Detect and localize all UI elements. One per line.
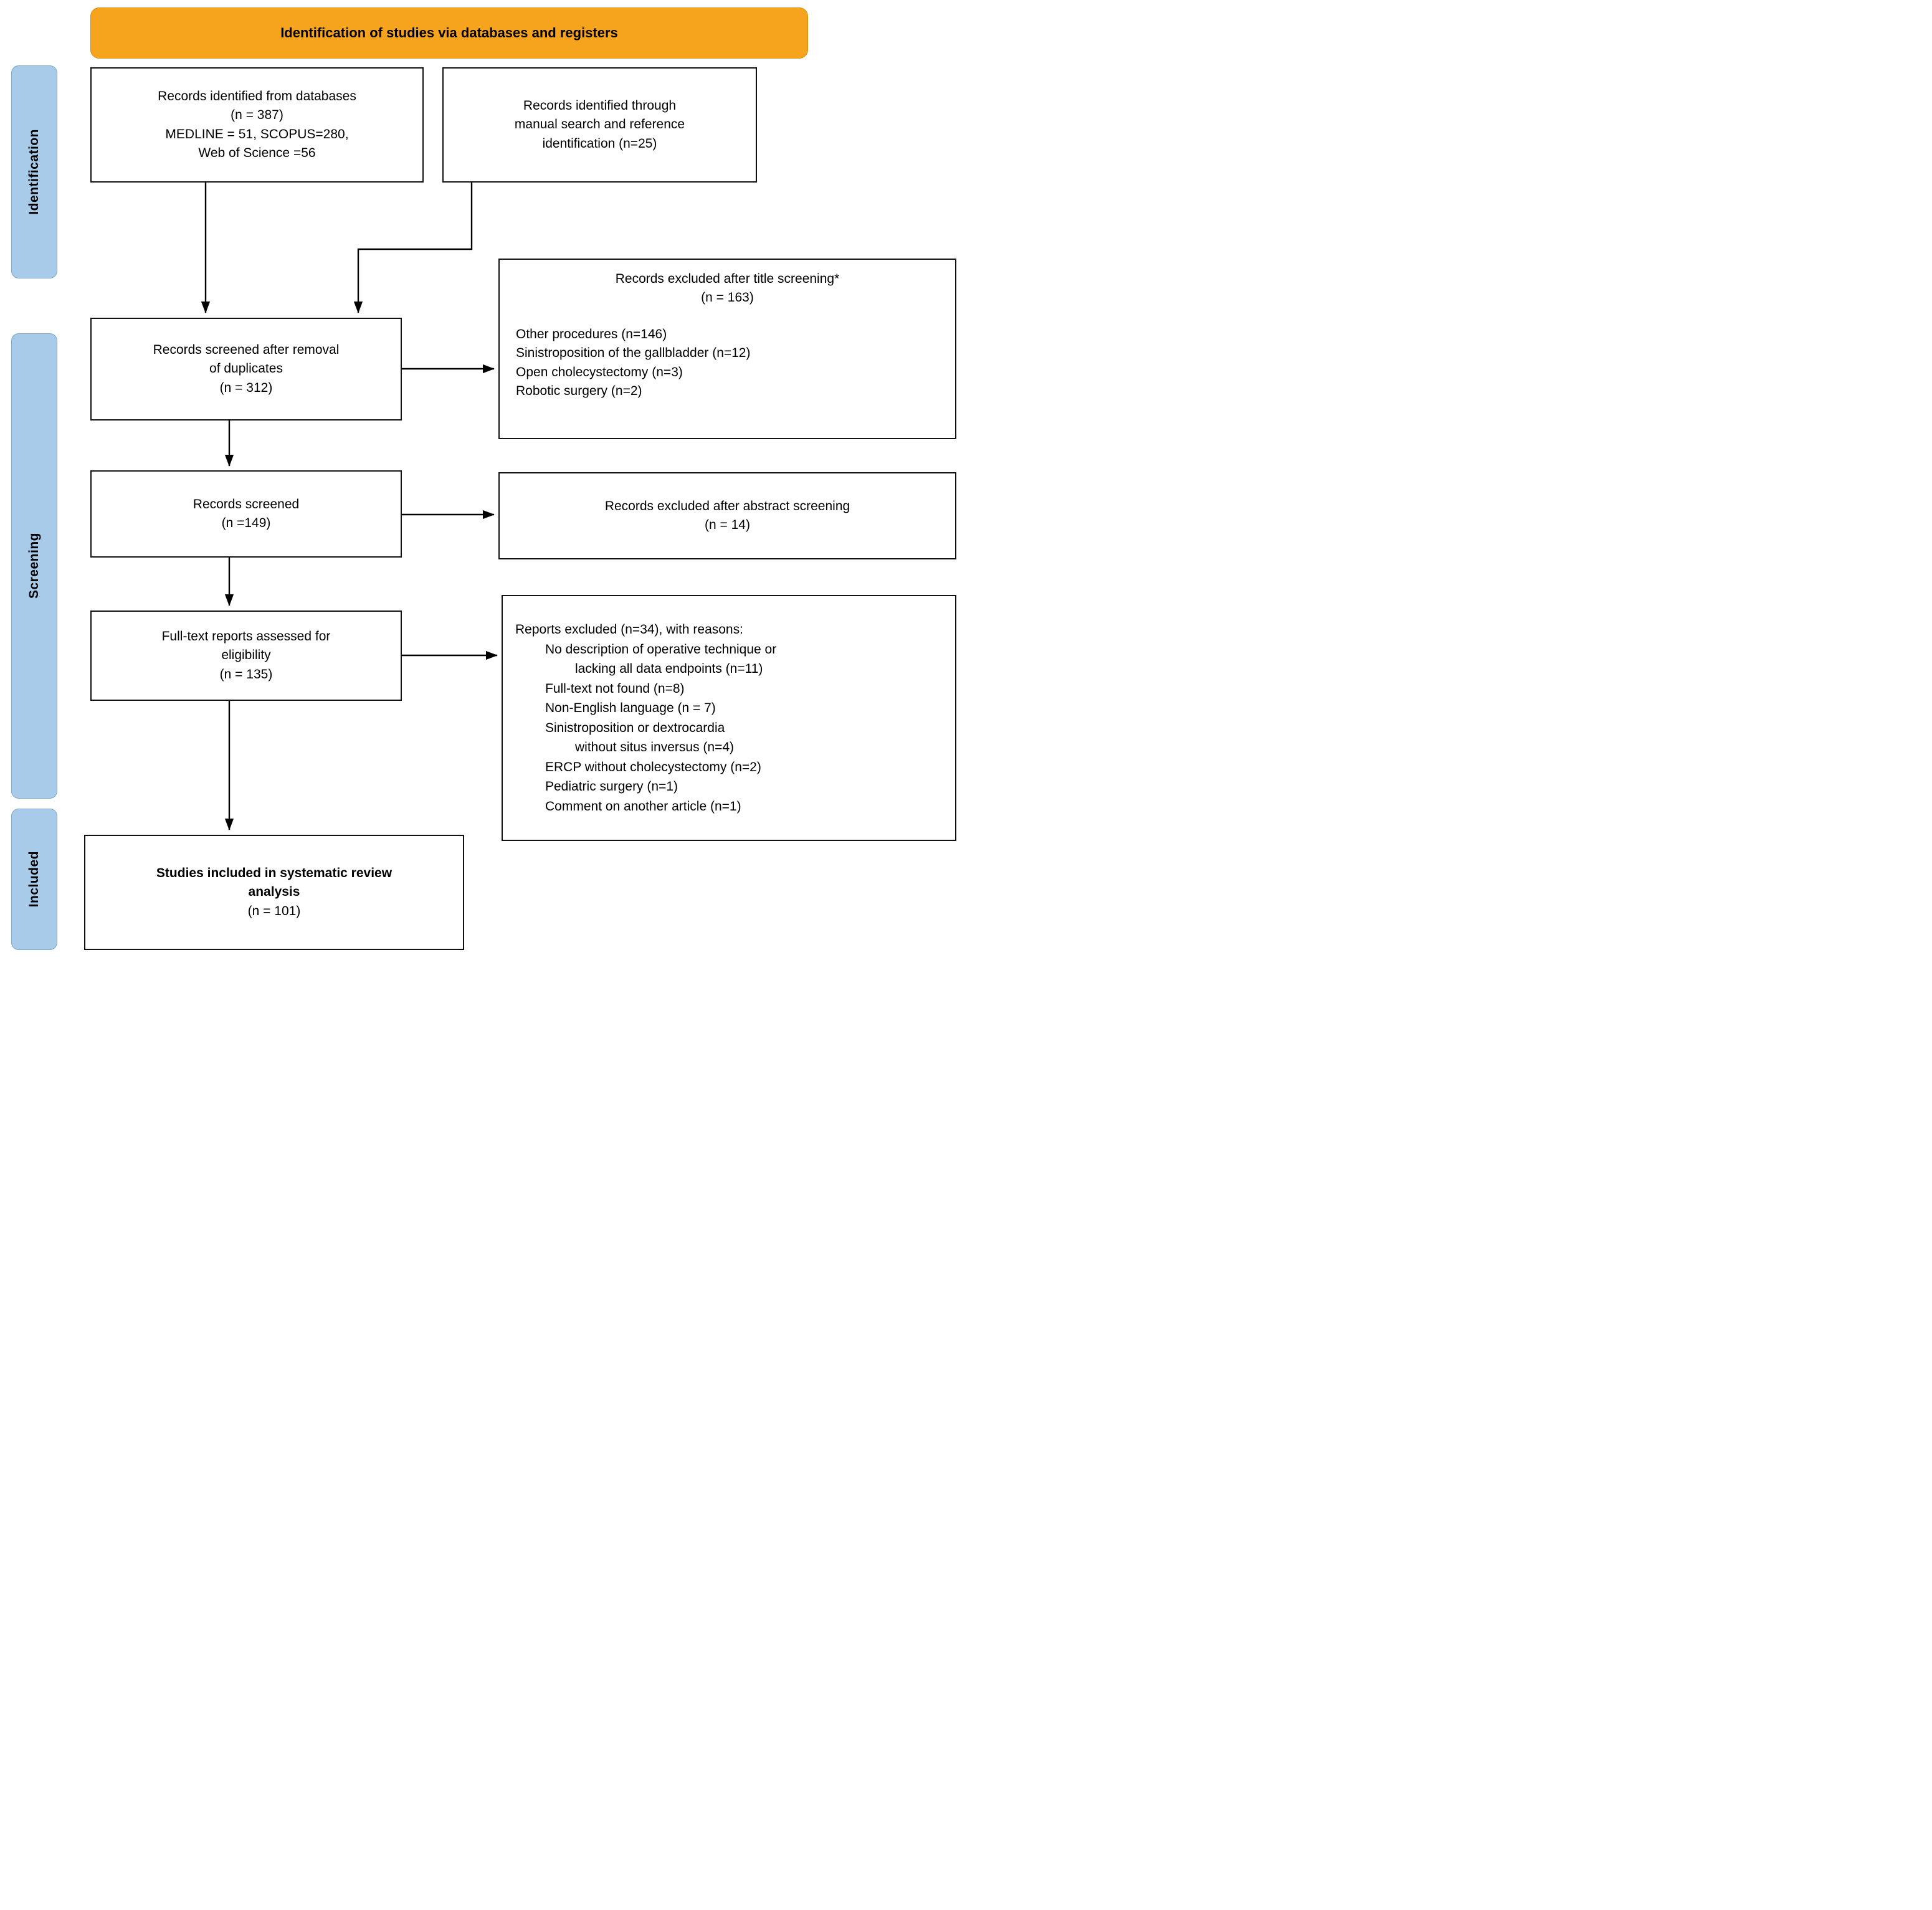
box-records-manual-search xyxy=(442,67,757,183)
reason-item-continuation: lacking all data endpoints (n=11) xyxy=(575,662,763,676)
box-line: (n =149) xyxy=(221,516,271,530)
excluded-item: Open cholecystectomy (n=3) xyxy=(516,364,683,379)
box-line: eligibility xyxy=(221,648,271,663)
box-line: Web of Science =56 xyxy=(198,145,316,160)
included-title-line: analysis xyxy=(248,885,300,900)
stage-label-text: Identification xyxy=(27,129,41,215)
reason-item: Non-English language (n = 7) xyxy=(545,701,716,715)
included-count: (n = 101) xyxy=(247,903,301,918)
excluded-title-count: (n = 163) xyxy=(701,290,754,305)
reason-item: Pediatric surgery (n=1) xyxy=(545,779,678,794)
box-line: (n = 387) xyxy=(231,108,283,123)
reasons-heading: Reports excluded (n=34), with reasons: xyxy=(515,622,743,637)
box-line: (n = 312) xyxy=(219,380,273,395)
box-screened-after-duplicates xyxy=(90,318,402,420)
banner-identification-via-databases xyxy=(90,7,808,59)
excluded-item: Sinistroposition of the gallbladder (n=12) xyxy=(516,346,751,361)
stage-label-text: Screening xyxy=(27,533,41,599)
box-line: identification (n=25) xyxy=(542,136,657,151)
prisma-flow-diagram xyxy=(0,0,966,962)
reason-item: ERCP without cholecystectomy (n=2) xyxy=(545,759,761,774)
reason-item: Sinistroposition or dextrocardia xyxy=(545,720,725,735)
box-line: Records screened xyxy=(193,497,300,511)
excluded-title-heading: Records excluded after title screening* xyxy=(615,272,840,286)
box-line: of duplicates xyxy=(209,361,283,376)
box-line: Records excluded after abstract screening xyxy=(604,498,850,513)
box-line: Records identified from databases xyxy=(158,88,356,103)
included-title-line: Studies included in systematic review xyxy=(156,865,393,880)
box-line: Records screened after removal xyxy=(153,342,340,357)
reason-item: Comment on another article (n=1) xyxy=(545,799,741,814)
reason-item: No description of operative technique or xyxy=(545,642,777,657)
box-reports-excluded-reasons xyxy=(502,595,956,841)
box-line: MEDLINE = 51, SCOPUS=280, xyxy=(165,126,349,141)
box-line: (n = 135) xyxy=(219,667,273,682)
spacer xyxy=(516,308,939,325)
reason-item-continuation: without situs inversus (n=4) xyxy=(575,740,735,754)
stage-label-included xyxy=(11,809,57,950)
stage-label-text: Included xyxy=(27,851,41,908)
reason-item: Full-text not found (n=8) xyxy=(545,681,685,696)
box-line: Records identified through xyxy=(523,98,677,113)
stage-label-screening xyxy=(11,333,57,799)
box-excluded-title-screening xyxy=(498,259,956,439)
box-line: Full-text reports assessed for xyxy=(161,629,331,644)
box-records-screened xyxy=(90,470,402,558)
arrow-manual-to-dedup xyxy=(358,183,472,313)
box-records-identified-databases xyxy=(90,67,424,183)
box-line: (n = 14) xyxy=(705,518,750,532)
box-line: manual search and reference xyxy=(514,117,685,132)
box-fulltext-assessed xyxy=(90,611,402,701)
box-excluded-abstract-screening xyxy=(498,472,956,559)
box-studies-included xyxy=(84,835,464,950)
excluded-item: Robotic surgery (n=2) xyxy=(516,384,642,399)
excluded-item: Other procedures (n=146) xyxy=(516,326,667,341)
banner-title: Identification of studies via databases and registers xyxy=(280,25,618,40)
stage-label-identification xyxy=(11,65,57,278)
